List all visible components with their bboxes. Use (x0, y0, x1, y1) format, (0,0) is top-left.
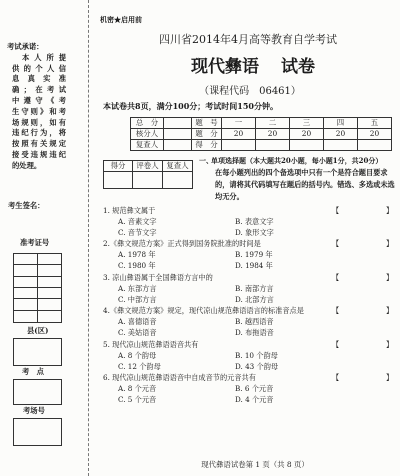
checker-label: 核分人 (131, 129, 164, 140)
question-item (103, 272, 393, 306)
answer-bracket-open: 【 (332, 239, 340, 248)
section-instruction-line: 在每小题列出的四个备选项中只有一个是符合题目要求 (215, 168, 388, 177)
ticket-number-grid (13, 253, 62, 323)
question-item (103, 372, 393, 406)
option-text: D. 1984 年 (235, 261, 273, 270)
answer-bracket-close: 】 (386, 239, 394, 248)
ticket-digit-box (38, 265, 62, 276)
score-label: 得 分 (192, 140, 222, 151)
question-stem (103, 305, 393, 316)
option-text: B. 10 个韵母 (235, 350, 278, 360)
question-number: 五 (358, 118, 392, 129)
ticket-digit-box (14, 288, 38, 299)
grader-cell (133, 172, 163, 189)
confidential-label: 机密★启用前 (100, 15, 142, 24)
option-row (103, 283, 393, 294)
county-box (13, 338, 62, 366)
seal-line (88, 0, 89, 476)
answer-bracket-open: 【 (332, 373, 340, 382)
option-text: A. 喜德语音 (118, 317, 157, 326)
question-number: 二 (256, 118, 290, 129)
question-stem (103, 372, 393, 383)
option-text: D. 43 个韵母 (235, 361, 279, 371)
points-label: 题 分 (192, 129, 222, 140)
paper-label: 试卷 (281, 57, 315, 77)
ticket-digit-box (38, 254, 62, 265)
answer-bracket-open: 【 (332, 205, 340, 215)
option-row (103, 394, 393, 405)
ticket-digit-box (14, 299, 38, 310)
score-cell (256, 140, 290, 151)
option-row (103, 216, 393, 227)
score-cell (290, 140, 324, 151)
option-text: C. 音节文字 (118, 227, 157, 237)
exam-site-box (13, 379, 62, 405)
page-footer: 现代彝语试卷第 1 页（共 8 页） (201, 460, 309, 469)
option-text: A. 8 个元音 (118, 384, 157, 393)
signature-label: 考生签名： (8, 201, 45, 210)
grader-table-blank-row (104, 172, 193, 189)
commitment-line: 本人所提 (22, 52, 66, 62)
county-label: 县(区) (27, 326, 49, 335)
answer-bracket-close: 】 (386, 339, 394, 349)
question-number: 三 (290, 118, 324, 129)
question-text: 2.《彝文规范方案》正式得到国务院批准的时间是 (103, 239, 261, 248)
question-item (103, 339, 393, 373)
grader-score-cell (104, 172, 133, 189)
answer-bracket-close: 】 (386, 272, 394, 282)
option-text: B. 南部方言 (235, 283, 274, 293)
question-stem (103, 272, 393, 283)
commitment-line: 息真实准 (12, 74, 66, 84)
ticket-digit-box (38, 311, 62, 322)
grader-score-label: 得分 (104, 161, 133, 172)
ticket-number-label: 准考证号 (20, 238, 50, 247)
commitment-line: 中遵守《考 (12, 95, 66, 105)
ticket-digit-box (38, 288, 62, 299)
score-table-row-numbers (131, 118, 392, 129)
question-number: 一 (222, 118, 256, 129)
question-item (103, 205, 393, 239)
option-text: C. 5 个元音 (118, 395, 157, 404)
grader-table-header (104, 161, 193, 172)
ticket-digit-box (14, 311, 38, 322)
score-table-row-points (131, 129, 392, 140)
option-text: C. 美姑语音 (118, 328, 157, 337)
commitment-title: 考试承诺： (7, 42, 44, 51)
answer-bracket-open: 【 (332, 339, 340, 349)
checker-cell (164, 129, 192, 140)
option-text: A. 8 个韵母 (118, 350, 157, 360)
question-item (103, 305, 393, 339)
option-text: C. 中部方言 (118, 294, 157, 304)
exam-room-box (13, 418, 62, 446)
answer-bracket-open: 【 (332, 272, 340, 282)
question-stem (103, 339, 393, 350)
exam-room-label: 考场号 (23, 406, 45, 415)
score-cell (324, 140, 358, 151)
option-text: A. 东部方言 (118, 283, 157, 293)
score-cell (358, 140, 392, 151)
option-text: A. 1978 年 (118, 250, 156, 259)
option-text: C. 12 个韵母 (118, 361, 161, 371)
ticket-digit-box (14, 254, 38, 265)
ticket-digit-box (14, 277, 38, 288)
option-text: D. 布拖语音 (235, 328, 274, 337)
option-row (103, 249, 393, 260)
question-item (103, 238, 393, 272)
grader-reviewer-cell (163, 172, 193, 189)
course-code: （课程代码 06461） (199, 86, 301, 97)
section-number: 一、 (199, 156, 213, 165)
score-cell (222, 140, 256, 151)
paper-title (148, 52, 358, 77)
reviewer-cell (164, 140, 192, 151)
commitment-line: 违纪行为，将 (12, 128, 66, 138)
grader-reviewer-label: 复查人 (163, 161, 193, 172)
total-score-label: 总 分 (131, 118, 164, 129)
question-points: 20 (324, 129, 358, 140)
section-instruction-line: 的，请将其代码填写在题后的括号内。错选、多选或未选 (215, 180, 395, 189)
option-text: D. 象形文字 (235, 227, 274, 237)
option-text: C. 1980 年 (118, 261, 156, 270)
ticket-digit-box (38, 277, 62, 288)
question-list (103, 205, 393, 406)
option-row (103, 383, 393, 394)
question-text: 3. 凉山彝语属于全国彝语方言中的 (103, 272, 213, 282)
question-number-label: 题 号 (192, 118, 222, 129)
option-text: B. 6 个元音 (235, 384, 274, 393)
option-text: D. 北部方言 (235, 294, 274, 304)
subject-name: 现代彝语 (191, 57, 259, 77)
exam-title: 四川省2014年4月高等教育自学考试 (159, 33, 337, 46)
question-stem (103, 205, 393, 216)
grader-label: 评卷人 (133, 161, 163, 172)
ticket-digit-box (14, 265, 38, 276)
option-text: B. 越西语音 (235, 317, 274, 326)
answer-bracket-close: 】 (386, 306, 394, 315)
question-points: 20 (222, 129, 256, 140)
exam-site-label: 考 点 (22, 367, 44, 376)
paper-info: 本试卷共8页，满分100分；考试时间150分钟。 (103, 101, 278, 111)
commitment-line: 生守则》和考 (12, 106, 66, 116)
commitment-line: 按照有关规定 (12, 139, 66, 149)
question-text: 1. 规范彝文属于 (103, 205, 156, 215)
option-text: B. 表意文字 (235, 216, 274, 226)
question-points: 20 (256, 129, 290, 140)
score-table-row-scores (131, 140, 392, 151)
answer-bracket-close: 】 (386, 373, 394, 382)
commitment-line: 确；在考试 (12, 85, 66, 95)
question-number: 四 (324, 118, 358, 129)
option-row (103, 327, 393, 338)
section-instruction-line: 均无分。 (215, 192, 244, 201)
question-text: 5. 现代凉山规范彝语语音共有 (103, 339, 199, 349)
option-row (103, 350, 393, 361)
question-text: 4.《彝文规范方案》规定，现代凉山规范彝语语言的标准音点是 (103, 306, 304, 315)
grader-table (103, 160, 193, 189)
option-text: B. 1979 年 (235, 250, 273, 259)
score-table (130, 117, 392, 151)
option-row (103, 294, 393, 305)
ticket-digit-box (38, 299, 62, 310)
option-text: A. 音素文字 (118, 216, 157, 226)
question-points: 20 (290, 129, 324, 140)
option-row (103, 316, 393, 327)
commitment-line: 场规则，如有 (12, 117, 66, 127)
question-points: 20 (358, 129, 392, 140)
exam-commitment (7, 42, 69, 172)
commitment-line: 接受违规违纪 (12, 149, 66, 159)
option-row (103, 260, 393, 271)
section-title: 单项选择题（本大题共20小题，每小题1分，共20分） (211, 156, 383, 165)
total-score-cell (164, 118, 192, 129)
answer-bracket-open: 【 (332, 306, 340, 315)
option-row (103, 361, 393, 372)
reviewer-label: 复查人 (131, 140, 164, 151)
commitment-line: 的处理。 (12, 160, 42, 170)
commitment-line: 供的个人信 (12, 63, 66, 73)
option-row (103, 227, 393, 238)
option-text: D. 4 个元音 (235, 395, 274, 404)
question-text: 6. 现代凉山规范彝语语音中自成音节的元音共有 (103, 373, 256, 382)
question-stem (103, 238, 393, 249)
answer-bracket-close: 】 (386, 205, 394, 215)
